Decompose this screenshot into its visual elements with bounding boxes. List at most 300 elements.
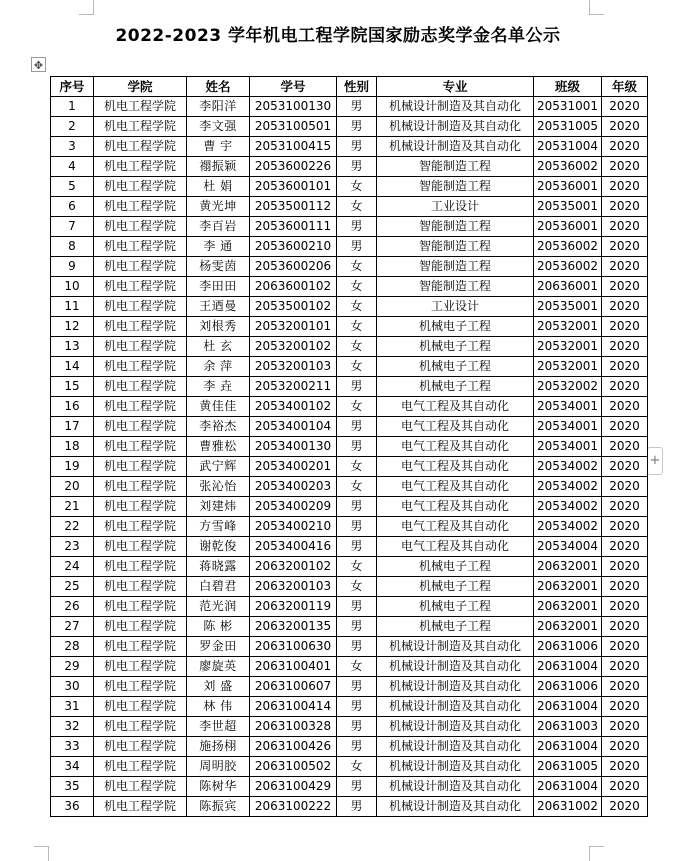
cell-college: 机电工程学院 xyxy=(94,437,187,457)
cell-student-id: 2053400102 xyxy=(250,397,337,417)
cell-name: 李 通 xyxy=(187,237,250,257)
cell-name: 李裕杰 xyxy=(187,417,250,437)
cell-index: 29 xyxy=(51,657,94,677)
cell-major: 工业设计 xyxy=(377,197,534,217)
cell-class: 20531004 xyxy=(534,137,602,157)
cell-major: 电气工程及其自动化 xyxy=(377,437,534,457)
cell-major: 机械电子工程 xyxy=(377,597,534,617)
cell-name: 白碧君 xyxy=(187,577,250,597)
cell-student-id: 2063600102 xyxy=(250,277,337,297)
cell-college: 机电工程学院 xyxy=(94,517,187,537)
cell-major: 机械设计制造及其自动化 xyxy=(377,637,534,657)
cell-gender: 男 xyxy=(337,797,377,817)
cell-name: 杨雯茵 xyxy=(187,257,250,277)
cell-student-id: 2063100607 xyxy=(250,677,337,697)
table-row xyxy=(51,757,648,777)
cell-student-id: 2063200103 xyxy=(250,577,337,597)
cell-index: 16 xyxy=(51,397,94,417)
cell-name: 李田田 xyxy=(187,277,250,297)
cell-major: 机械设计制造及其自动化 xyxy=(377,677,534,697)
cell-grade: 2020 xyxy=(602,237,648,257)
cell-grade: 2020 xyxy=(602,297,648,317)
cell-grade: 2020 xyxy=(602,577,648,597)
cell-index: 23 xyxy=(51,537,94,557)
cell-major: 电气工程及其自动化 xyxy=(377,477,534,497)
table-row xyxy=(51,617,648,637)
cell-student-id: 2053600101 xyxy=(250,177,337,197)
table-row xyxy=(51,297,648,317)
cell-gender: 女 xyxy=(337,197,377,217)
cell-college: 机电工程学院 xyxy=(94,417,187,437)
cell-class: 20631006 xyxy=(534,637,602,657)
cell-student-id: 2053400104 xyxy=(250,417,337,437)
column-header-student-id: 学号 xyxy=(250,77,337,97)
cell-college: 机电工程学院 xyxy=(94,117,187,137)
cell-name: 罗金田 xyxy=(187,637,250,657)
cell-major: 电气工程及其自动化 xyxy=(377,397,534,417)
cell-name: 施扬栩 xyxy=(187,737,250,757)
cell-index: 5 xyxy=(51,177,94,197)
cell-class: 20534001 xyxy=(534,397,602,417)
cell-name: 李世超 xyxy=(187,717,250,737)
cell-student-id: 2053200103 xyxy=(250,357,337,377)
cell-major: 电气工程及其自动化 xyxy=(377,417,534,437)
cell-name: 林 伟 xyxy=(187,697,250,717)
cell-grade: 2020 xyxy=(602,777,648,797)
table-row xyxy=(51,737,648,757)
cell-name: 余 萍 xyxy=(187,357,250,377)
cell-gender: 女 xyxy=(337,457,377,477)
cell-grade: 2020 xyxy=(602,437,648,457)
cell-class: 20632001 xyxy=(534,617,602,637)
cell-name: 曹雅松 xyxy=(187,437,250,457)
cell-class: 20536002 xyxy=(534,237,602,257)
cell-class: 20534004 xyxy=(534,537,602,557)
cell-index: 15 xyxy=(51,377,94,397)
cell-major: 智能制造工程 xyxy=(377,177,534,197)
column-header-college: 学院 xyxy=(94,77,187,97)
cell-gender: 男 xyxy=(337,537,377,557)
cell-student-id: 2053600226 xyxy=(250,157,337,177)
cell-gender: 男 xyxy=(337,597,377,617)
cell-major: 电气工程及其自动化 xyxy=(377,497,534,517)
cell-class: 20631004 xyxy=(534,697,602,717)
table-row xyxy=(51,457,648,477)
column-header-index: 序号 xyxy=(51,77,94,97)
cell-college: 机电工程学院 xyxy=(94,577,187,597)
cell-index: 18 xyxy=(51,437,94,457)
cell-college: 机电工程学院 xyxy=(94,597,187,617)
cell-grade: 2020 xyxy=(602,317,648,337)
cell-gender: 女 xyxy=(337,317,377,337)
cell-student-id: 2053500112 xyxy=(250,197,337,217)
cell-gender: 男 xyxy=(337,677,377,697)
cell-student-id: 2053200211 xyxy=(250,377,337,397)
cell-college: 机电工程学院 xyxy=(94,277,187,297)
cell-grade: 2020 xyxy=(602,157,648,177)
cell-major: 工业设计 xyxy=(377,297,534,317)
cell-grade: 2020 xyxy=(602,717,648,737)
cell-class: 20534002 xyxy=(534,457,602,477)
cell-index: 24 xyxy=(51,557,94,577)
table-row xyxy=(51,277,648,297)
cell-class: 20632001 xyxy=(534,597,602,617)
cell-class: 20632001 xyxy=(534,557,602,577)
cell-student-id: 2053400209 xyxy=(250,497,337,517)
cell-college: 机电工程学院 xyxy=(94,697,187,717)
column-header-grade: 年级 xyxy=(602,77,648,97)
cell-grade: 2020 xyxy=(602,537,648,557)
cell-student-id: 2063100502 xyxy=(250,757,337,777)
cell-college: 机电工程学院 xyxy=(94,357,187,377)
cell-name: 黄佳佳 xyxy=(187,397,250,417)
cell-name: 谢乾俊 xyxy=(187,537,250,557)
cell-grade: 2020 xyxy=(602,357,648,377)
cell-college: 机电工程学院 xyxy=(94,137,187,157)
cell-college: 机电工程学院 xyxy=(94,717,187,737)
cell-index: 22 xyxy=(51,517,94,537)
cell-grade: 2020 xyxy=(602,97,648,117)
cell-gender: 男 xyxy=(337,617,377,637)
cell-index: 32 xyxy=(51,717,94,737)
cell-grade: 2020 xyxy=(602,137,648,157)
column-header-gender: 性别 xyxy=(337,77,377,97)
cell-name: 黄光坤 xyxy=(187,197,250,217)
cell-index: 34 xyxy=(51,757,94,777)
cell-college: 机电工程学院 xyxy=(94,337,187,357)
cell-name: 李文强 xyxy=(187,117,250,137)
cell-college: 机电工程学院 xyxy=(94,397,187,417)
cell-college: 机电工程学院 xyxy=(94,797,187,817)
cell-college: 机电工程学院 xyxy=(94,257,187,277)
cell-student-id: 2053100415 xyxy=(250,137,337,157)
cell-student-id: 2053600210 xyxy=(250,237,337,257)
page-corner-mark xyxy=(589,0,604,15)
cell-student-id: 2063100630 xyxy=(250,637,337,657)
table-row xyxy=(51,377,648,397)
cell-college: 机电工程学院 xyxy=(94,177,187,197)
cell-gender: 男 xyxy=(337,697,377,717)
cell-gender: 男 xyxy=(337,217,377,237)
table-row xyxy=(51,237,648,257)
cell-grade: 2020 xyxy=(602,117,648,137)
cell-index: 33 xyxy=(51,737,94,757)
cell-college: 机电工程学院 xyxy=(94,557,187,577)
table-row xyxy=(51,797,648,817)
cell-gender: 女 xyxy=(337,757,377,777)
cell-major: 机械设计制造及其自动化 xyxy=(377,737,534,757)
cell-student-id: 2053200102 xyxy=(250,337,337,357)
cell-college: 机电工程学院 xyxy=(94,197,187,217)
table-row xyxy=(51,637,648,657)
table-row xyxy=(51,537,648,557)
cell-gender: 女 xyxy=(337,337,377,357)
cell-name: 杜 玄 xyxy=(187,337,250,357)
cell-major: 机械电子工程 xyxy=(377,357,534,377)
cell-grade: 2020 xyxy=(602,517,648,537)
cell-gender: 男 xyxy=(337,117,377,137)
cell-index: 35 xyxy=(51,777,94,797)
cell-major: 机械设计制造及其自动化 xyxy=(377,717,534,737)
cell-name: 陈振宾 xyxy=(187,797,250,817)
cell-grade: 2020 xyxy=(602,657,648,677)
cell-college: 机电工程学院 xyxy=(94,677,187,697)
cell-grade: 2020 xyxy=(602,397,648,417)
cell-grade: 2020 xyxy=(602,277,648,297)
cell-gender: 男 xyxy=(337,97,377,117)
cell-major: 机械电子工程 xyxy=(377,337,534,357)
cell-class: 20632001 xyxy=(534,577,602,597)
table-body xyxy=(51,97,648,817)
cell-index: 12 xyxy=(51,317,94,337)
cell-grade: 2020 xyxy=(602,637,648,657)
cell-class: 20631005 xyxy=(534,757,602,777)
cell-class: 20532001 xyxy=(534,357,602,377)
cell-class: 20536002 xyxy=(534,257,602,277)
cell-name: 武宁辉 xyxy=(187,457,250,477)
cell-college: 机电工程学院 xyxy=(94,497,187,517)
cell-gender: 女 xyxy=(337,257,377,277)
cell-gender: 男 xyxy=(337,157,377,177)
cell-index: 4 xyxy=(51,157,94,177)
cell-class: 20534002 xyxy=(534,477,602,497)
plus-icon[interactable]: + xyxy=(647,447,663,475)
cell-class: 20536002 xyxy=(534,157,602,177)
cell-student-id: 2063100414 xyxy=(250,697,337,717)
cell-index: 8 xyxy=(51,237,94,257)
cell-gender: 女 xyxy=(337,297,377,317)
cell-student-id: 2063100222 xyxy=(250,797,337,817)
cell-gender: 男 xyxy=(337,437,377,457)
cell-college: 机电工程学院 xyxy=(94,157,187,177)
cell-major: 电气工程及其自动化 xyxy=(377,517,534,537)
cell-college: 机电工程学院 xyxy=(94,237,187,257)
cell-class: 20636001 xyxy=(534,277,602,297)
cell-class: 20535001 xyxy=(534,297,602,317)
table-row xyxy=(51,177,648,197)
cell-student-id: 2063200119 xyxy=(250,597,337,617)
table-row xyxy=(51,657,648,677)
table-row xyxy=(51,117,648,137)
cell-student-id: 2053600206 xyxy=(250,257,337,277)
move-icon[interactable]: ✥ xyxy=(31,57,46,72)
cell-gender: 男 xyxy=(337,717,377,737)
cell-index: 14 xyxy=(51,357,94,377)
cell-class: 20534002 xyxy=(534,517,602,537)
cell-student-id: 2063100429 xyxy=(250,777,337,797)
cell-student-id: 2053400416 xyxy=(250,537,337,557)
cell-student-id: 2053600111 xyxy=(250,217,337,237)
table-header-row xyxy=(51,77,648,97)
table-row xyxy=(51,417,648,437)
cell-grade: 2020 xyxy=(602,217,648,237)
cell-class: 20531001 xyxy=(534,97,602,117)
cell-name: 王迺曼 xyxy=(187,297,250,317)
cell-index: 30 xyxy=(51,677,94,697)
cell-major: 智能制造工程 xyxy=(377,157,534,177)
cell-college: 机电工程学院 xyxy=(94,757,187,777)
cell-index: 31 xyxy=(51,697,94,717)
cell-college: 机电工程学院 xyxy=(94,777,187,797)
cell-gender: 女 xyxy=(337,557,377,577)
cell-major: 电气工程及其自动化 xyxy=(377,537,534,557)
cell-major: 机械电子工程 xyxy=(377,617,534,637)
cell-gender: 男 xyxy=(337,497,377,517)
cell-student-id: 2053500102 xyxy=(250,297,337,317)
table-row xyxy=(51,97,648,117)
cell-index: 28 xyxy=(51,637,94,657)
cell-gender: 女 xyxy=(337,357,377,377)
cell-index: 25 xyxy=(51,577,94,597)
cell-college: 机电工程学院 xyxy=(94,377,187,397)
cell-name: 张沁怡 xyxy=(187,477,250,497)
cell-student-id: 2053400130 xyxy=(250,437,337,457)
cell-grade: 2020 xyxy=(602,197,648,217)
cell-student-id: 2063100426 xyxy=(250,737,337,757)
cell-college: 机电工程学院 xyxy=(94,457,187,477)
cell-index: 26 xyxy=(51,597,94,617)
cell-name: 陈树华 xyxy=(187,777,250,797)
cell-gender: 男 xyxy=(337,137,377,157)
cell-major: 机械电子工程 xyxy=(377,317,534,337)
cell-class: 20532001 xyxy=(534,317,602,337)
cell-gender: 男 xyxy=(337,417,377,437)
table-row xyxy=(51,317,648,337)
cell-gender: 女 xyxy=(337,477,377,497)
page-corner-mark xyxy=(34,846,49,861)
cell-student-id: 2053200101 xyxy=(250,317,337,337)
cell-gender: 男 xyxy=(337,737,377,757)
table-row xyxy=(51,477,648,497)
cell-name: 蒋晓露 xyxy=(187,557,250,577)
cell-student-id: 2053100130 xyxy=(250,97,337,117)
cell-student-id: 2063100401 xyxy=(250,657,337,677)
cell-gender: 男 xyxy=(337,237,377,257)
cell-index: 1 xyxy=(51,97,94,117)
cell-major: 电气工程及其自动化 xyxy=(377,457,534,477)
column-header-name: 姓名 xyxy=(187,77,250,97)
cell-major: 智能制造工程 xyxy=(377,257,534,277)
cell-index: 3 xyxy=(51,137,94,157)
table-row xyxy=(51,677,648,697)
cell-name: 禤振颖 xyxy=(187,157,250,177)
cell-index: 17 xyxy=(51,417,94,437)
cell-gender: 女 xyxy=(337,177,377,197)
cell-student-id: 2063200135 xyxy=(250,617,337,637)
cell-class: 20532001 xyxy=(534,337,602,357)
cell-college: 机电工程学院 xyxy=(94,537,187,557)
cell-grade: 2020 xyxy=(602,377,648,397)
table-row xyxy=(51,697,648,717)
cell-class: 20534002 xyxy=(534,497,602,517)
cell-grade: 2020 xyxy=(602,557,648,577)
page-corner-mark xyxy=(589,846,604,861)
cell-index: 9 xyxy=(51,257,94,277)
cell-index: 11 xyxy=(51,297,94,317)
cell-college: 机电工程学院 xyxy=(94,737,187,757)
cell-college: 机电工程学院 xyxy=(94,657,187,677)
cell-grade: 2020 xyxy=(602,677,648,697)
table-row xyxy=(51,397,648,417)
table-row xyxy=(51,337,648,357)
cell-grade: 2020 xyxy=(602,737,648,757)
page-corner-mark xyxy=(79,0,94,15)
table-row xyxy=(51,717,648,737)
table-row xyxy=(51,557,648,577)
table-row xyxy=(51,197,648,217)
cell-major: 机械电子工程 xyxy=(377,557,534,577)
table-row xyxy=(51,257,648,277)
cell-gender: 女 xyxy=(337,397,377,417)
cell-major: 智能制造工程 xyxy=(377,237,534,257)
cell-class: 20536001 xyxy=(534,217,602,237)
cell-name: 廖旋英 xyxy=(187,657,250,677)
cell-grade: 2020 xyxy=(602,757,648,777)
cell-index: 21 xyxy=(51,497,94,517)
cell-name: 周明胶 xyxy=(187,757,250,777)
cell-college: 机电工程学院 xyxy=(94,477,187,497)
cell-index: 7 xyxy=(51,217,94,237)
table-row xyxy=(51,357,648,377)
cell-grade: 2020 xyxy=(602,457,648,477)
cell-class: 20631002 xyxy=(534,797,602,817)
cell-name: 曹 宇 xyxy=(187,137,250,157)
scholarship-table xyxy=(50,76,648,817)
cell-student-id: 2053400210 xyxy=(250,517,337,537)
cell-name: 陈 彬 xyxy=(187,617,250,637)
column-header-class: 班级 xyxy=(534,77,602,97)
cell-major: 机械设计制造及其自动化 xyxy=(377,657,534,677)
cell-gender: 男 xyxy=(337,517,377,537)
cell-college: 机电工程学院 xyxy=(94,617,187,637)
cell-class: 20534001 xyxy=(534,437,602,457)
cell-major: 智能制造工程 xyxy=(377,217,534,237)
cell-class: 20631004 xyxy=(534,777,602,797)
cell-student-id: 2053400201 xyxy=(250,457,337,477)
cell-major: 机械设计制造及其自动化 xyxy=(377,757,534,777)
table-row xyxy=(51,217,648,237)
cell-class: 20531005 xyxy=(534,117,602,137)
cell-class: 20631004 xyxy=(534,737,602,757)
cell-major: 机械设计制造及其自动化 xyxy=(377,797,534,817)
cell-name: 范光润 xyxy=(187,597,250,617)
cell-major: 机械电子工程 xyxy=(377,377,534,397)
cell-index: 6 xyxy=(51,197,94,217)
cell-grade: 2020 xyxy=(602,257,648,277)
cell-index: 19 xyxy=(51,457,94,477)
cell-gender: 女 xyxy=(337,657,377,677)
table-row xyxy=(51,437,648,457)
cell-name: 刘根秀 xyxy=(187,317,250,337)
cell-gender: 男 xyxy=(337,637,377,657)
cell-class: 20631004 xyxy=(534,657,602,677)
cell-college: 机电工程学院 xyxy=(94,317,187,337)
cell-grade: 2020 xyxy=(602,417,648,437)
cell-index: 10 xyxy=(51,277,94,297)
cell-college: 机电工程学院 xyxy=(94,637,187,657)
table-row xyxy=(51,517,648,537)
table-row xyxy=(51,777,648,797)
cell-grade: 2020 xyxy=(602,697,648,717)
cell-grade: 2020 xyxy=(602,477,648,497)
cell-grade: 2020 xyxy=(602,797,648,817)
cell-grade: 2020 xyxy=(602,497,648,517)
cell-index: 36 xyxy=(51,797,94,817)
cell-class: 20631003 xyxy=(534,717,602,737)
table-row xyxy=(51,597,648,617)
cell-name: 刘 盛 xyxy=(187,677,250,697)
table-row xyxy=(51,137,648,157)
